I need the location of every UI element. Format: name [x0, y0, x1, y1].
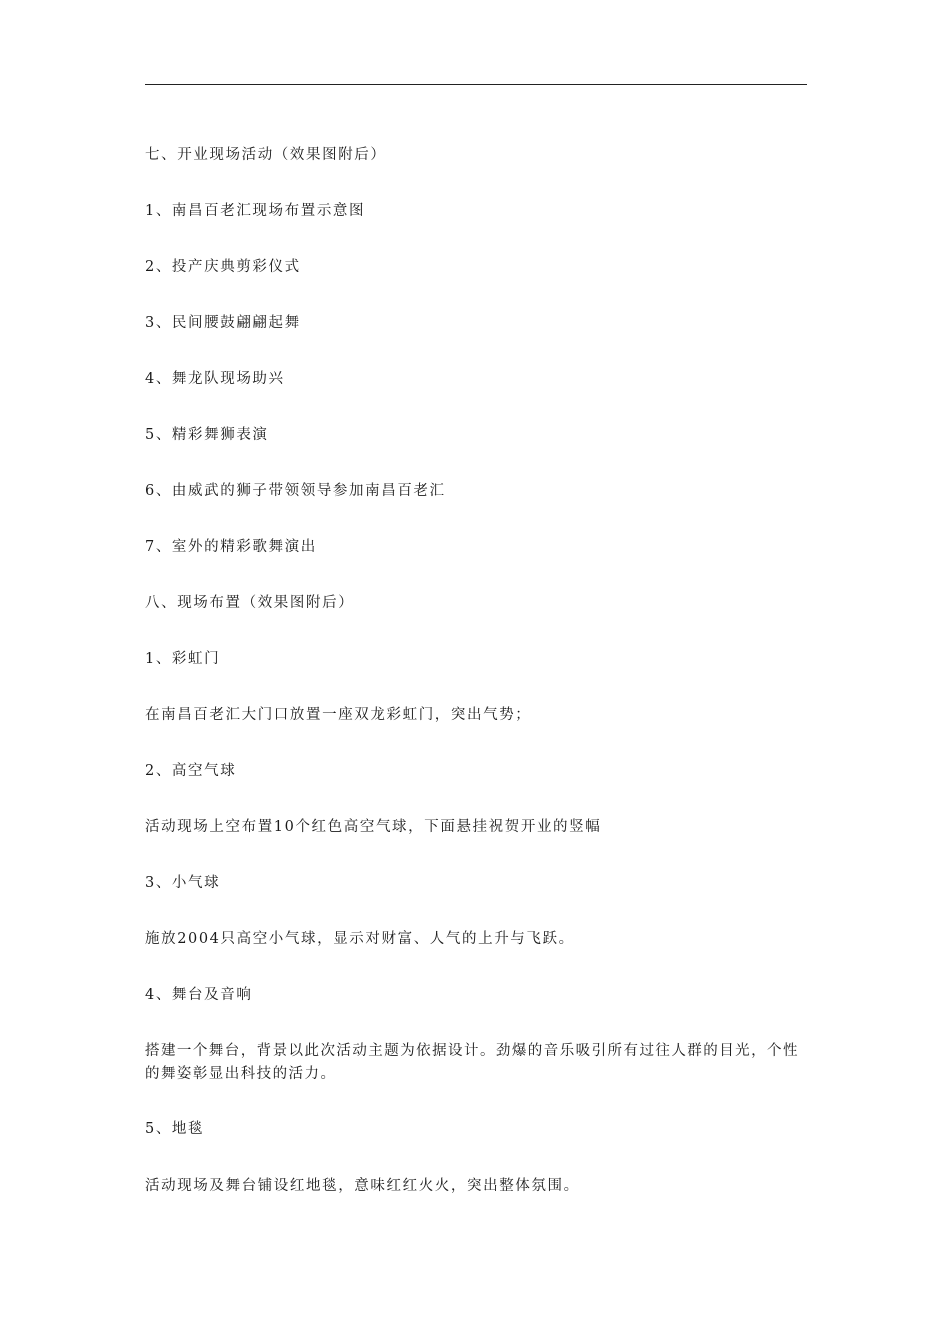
paragraph: 搭建一个舞台，背景以此次活动主题为依据设计。劲爆的音乐吸引所有过往人群的目光，个性的舞姿彰显出科技的活力。	[145, 1043, 799, 1082]
section-heading-opening-activities: 七、开业现场活动（效果图附后）	[145, 147, 387, 163]
list-item: 7、室外的精彩歌舞演出	[145, 539, 317, 555]
subheading-rainbow-arch: 1、彩虹门	[145, 651, 221, 667]
list-item: 2、投产庆典剪彩仪式	[145, 259, 301, 275]
list-item: 6、由威武的狮子带领领导参加南昌百老汇	[145, 483, 446, 499]
subheading-small-balloons: 3、小气球	[145, 875, 221, 891]
subheading-stage-and-audio: 4、舞台及音响	[145, 987, 253, 1003]
header-rule	[145, 84, 807, 85]
list-item: 5、精彩舞狮表演	[145, 427, 269, 443]
paragraph: 活动现场及舞台铺设红地毯，意味红红火火，突出整体氛围。	[145, 1178, 580, 1194]
subheading-high-altitude-balloons: 2、高空气球	[145, 763, 237, 779]
subheading-carpet: 5、地毯	[145, 1121, 205, 1137]
section-heading-site-layout: 八、现场布置（效果图附后）	[145, 595, 355, 611]
paragraph: 施放2004只高空小气球，显示对财富、人气的上升与飞跃。	[145, 931, 575, 947]
list-item: 1、南昌百老汇现场布置示意图	[145, 203, 366, 219]
list-item: 4、舞龙队现场助兴	[145, 371, 285, 387]
paragraph: 在南昌百老汇大门口放置一座双龙彩虹门，突出气势；	[145, 707, 532, 723]
paragraph: 活动现场上空布置10个红色高空气球，下面悬挂祝贺开业的竖幅	[145, 819, 602, 835]
list-item: 3、民间腰鼓翩翩起舞	[145, 315, 301, 331]
